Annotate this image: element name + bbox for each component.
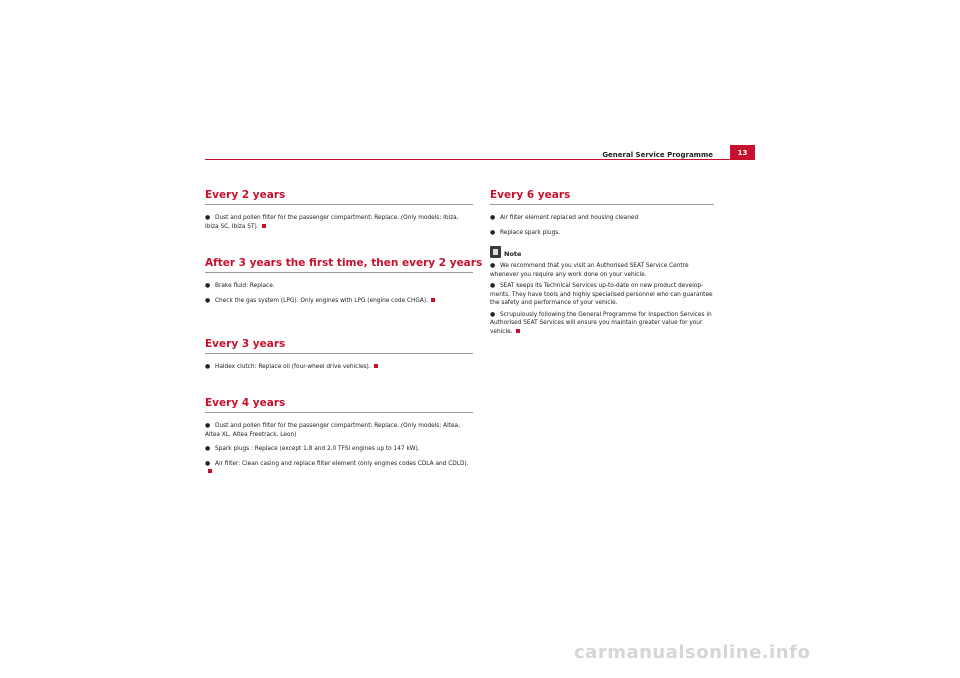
bullet-icon: ● bbox=[205, 422, 211, 429]
end-mark-icon bbox=[208, 469, 212, 473]
note-label: Note bbox=[504, 250, 522, 258]
running-header: General Service Programme bbox=[602, 151, 713, 159]
bullet-icon: ● bbox=[490, 262, 496, 269]
bullet-icon: ● bbox=[205, 363, 211, 370]
section-heading: After 3 years the first time, then every 2 years bbox=[205, 257, 473, 273]
list-item: ● Brake fluid: Replace. bbox=[205, 282, 275, 289]
section-heading: Every 3 years bbox=[205, 338, 473, 354]
end-mark-icon bbox=[431, 298, 435, 302]
section-heading: Every 6 years bbox=[490, 189, 714, 205]
watermark: carmanualsonline.info bbox=[574, 642, 811, 663]
bullet-icon: ● bbox=[490, 228, 496, 236]
list-item: ● Replace spark plugs. bbox=[490, 228, 561, 236]
bullet-icon: ● bbox=[205, 445, 211, 452]
section-every-2-years bbox=[205, 189, 473, 231]
bullet-icon: ● bbox=[490, 310, 496, 318]
note-icon bbox=[490, 246, 501, 258]
section-heading: Every 4 years bbox=[205, 397, 473, 413]
bullet-icon: ● bbox=[205, 214, 211, 221]
note-item: ● We recommend that you visit an Authorised SEAT Service Centre whenever you require any work done on your vehicle. bbox=[490, 262, 689, 278]
list-item: ● Spark plugs : Replace (except 1.8 and 2.0 TFSI engines up to 147 kW). bbox=[205, 445, 420, 452]
list-item: ● Air filter element replaced and housing cleaned bbox=[490, 214, 639, 221]
note-item: ● SEAT keeps its Technical Services up-to-date on new product develop-ments. They have tools and highly specialised personnel who can guarantee the safety and performance of your vehicle. bbox=[490, 282, 713, 306]
list-item: ● Dust and pollen filter for the passenger compartment: Replace. (Only models: Altea, Altea XL, Altea Freetrack, Leon) bbox=[205, 422, 460, 438]
note-header bbox=[490, 246, 714, 258]
list-item: ● Dust and pollen filter for the passenger compartment: Replace. (Only models: Ibiza, Ibiza SC, Ibiza ST). bbox=[205, 214, 459, 230]
bullet-icon: ● bbox=[205, 296, 211, 304]
bullet-icon: ● bbox=[490, 214, 496, 221]
section-every-4-years bbox=[205, 397, 473, 477]
list-item: ● Air filter: Clean casing and replace filter element (only engines codes CDLA and CDLD). bbox=[205, 460, 473, 477]
section-after-3-years bbox=[205, 257, 483, 305]
end-mark-icon bbox=[374, 364, 378, 368]
page-number: 13 bbox=[730, 145, 755, 160]
section-every-3-years bbox=[205, 338, 473, 372]
bullet-icon: ● bbox=[205, 459, 211, 467]
section-heading: Every 2 years bbox=[205, 189, 473, 205]
list-item: ● Haldex clutch: Replace oil (four-wheel drive vehicles). bbox=[205, 363, 473, 372]
bullet-icon: ● bbox=[205, 282, 211, 289]
end-mark-icon bbox=[516, 329, 520, 333]
bullet-icon: ● bbox=[490, 282, 496, 289]
note-item: ● Scrupulously following the General Programme for Inspection Services in Authorised SEAT Services will ensure you maintain greater value for your vehicle. bbox=[490, 310, 712, 335]
section-every-6-years bbox=[490, 189, 714, 336]
end-mark-icon bbox=[262, 224, 266, 228]
header-rule bbox=[205, 159, 755, 160]
list-item: ● Check the gas system (LPG). Only engines with LPG (engine code CHGA). bbox=[205, 297, 473, 306]
